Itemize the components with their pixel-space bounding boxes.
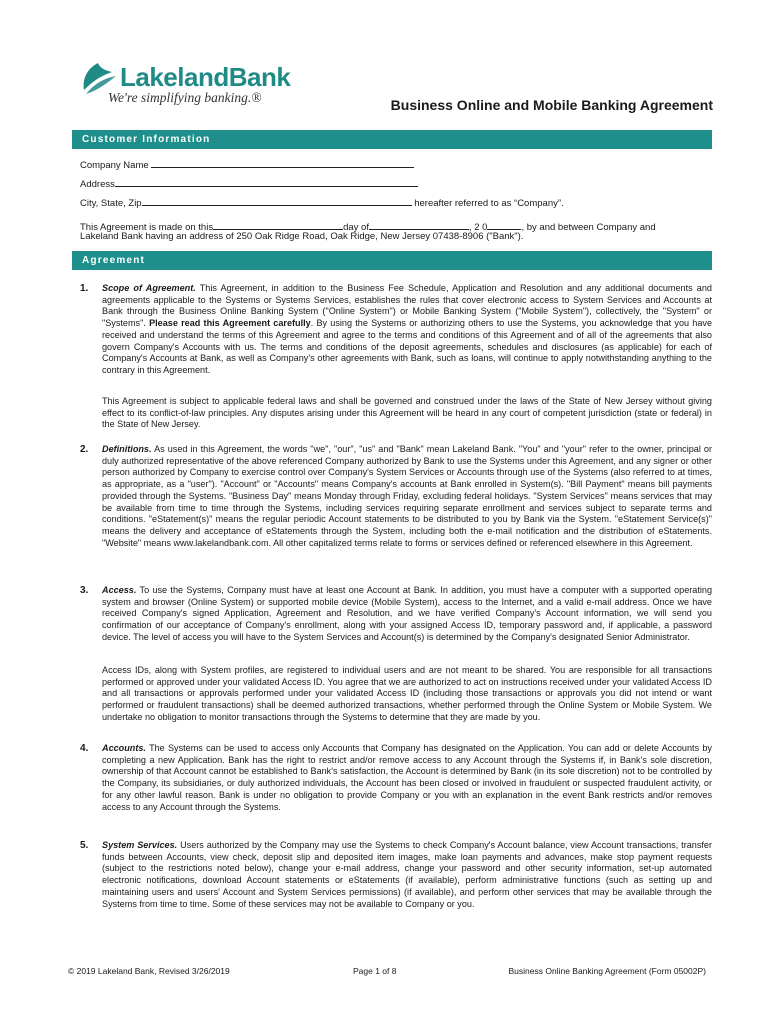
section-text: As used in this Agreement, the words "we", "our", "us" and "Bank" mean Lakeland Bank. "You" and "your" refer to the owner, principal or duly authorized representative of the above referenced Company authorized by Bank to use the Systems under this Agreement, and any signer or other person authorized by Company to exercise control over Company's System Services or Accounts through use of the Systems (also referred to at times, as appropriate, as a "user"). "Account" or "Accounts" means Company's accounts at Bank enrolled in System(s). "Bill Payment" means bill payments provided through the Systems. "Business Day" means Monday through Friday, excluding federal holidays. "System Services" means services that may be available from time to time through the Systems, including services requiring separate enrollment and services subject to separate terms and conditions. "eStatement(s)" means the regular periodic Account statements to be distributed to you by Bank via the System. "eStatement Service(s)" means the delivery and acceptance of eStatements through the System, including both the e-mail notification and the distribution of eStatements. "Website" means www.lakelandbank.com. All other capitalized terms relate to forms or services defined or referenced elsewhere in this Agreement. [102, 444, 712, 548]
section-scope-paragraph [102, 283, 712, 377]
brand-name: LakelandBank [120, 62, 291, 92]
section-number: 4. [80, 743, 89, 754]
section-heading: Definitions. [102, 444, 152, 454]
company-name-label: Company Name [80, 160, 149, 171]
section-number: 2. [80, 444, 89, 455]
bank-address-line: Lakeland Bank having an address of 250 Oak Ridge Road, Oak Ridge, New Jersey 07438-8906 ("Bank"). [80, 231, 524, 242]
section-number: 1. [80, 283, 89, 294]
address-field[interactable] [115, 176, 418, 187]
day-of-text: day of [343, 222, 369, 233]
year-prefix-text: , 2 0 [468, 222, 488, 233]
section-heading: Access. [102, 585, 137, 595]
section-number: 3. [80, 585, 89, 596]
footer-form-number: Business Online Banking Agreement (Form 05002P) [508, 966, 706, 976]
section-bold-text: Please read this Agreement carefully [149, 318, 311, 329]
address-label: Address [80, 179, 115, 190]
section-heading: Accounts. [102, 743, 146, 753]
company-name-row [80, 157, 414, 171]
hereafter-text: hereafter referred to as “Company”. [414, 198, 564, 209]
section-services-paragraph [102, 840, 712, 910]
agreement-made-text: This Agreement is made on this [80, 222, 214, 233]
section-access-paragraph [102, 585, 712, 644]
footer-copyright: © 2019 Lakeland Bank, Revised 3/26/2019 [68, 966, 230, 976]
company-name-field[interactable] [151, 157, 414, 168]
section-access-extra: Access IDs, along with System profiles, are registered to individual users and are not meant to be shared. You are responsible for all transactions performed or approved under your validated Access ID. You agree that we are authorized to act on instructions received under your validated Access ID and all transactions or approvals performed under your validated Access ID (including those transactions or approvals you did not intend or want performed or fraudulent transactions) shall be deemed authorized transactions, whether performed through the Online System or Mobile System. We undertake no obligation to monitor transactions through the Systems to determine that they are made by you. [102, 665, 712, 722]
section-accounts-paragraph [102, 743, 712, 813]
section-heading: Scope of Agreement. [102, 283, 196, 293]
customer-info-header: Customer Information [72, 130, 712, 149]
section-number: 5. [80, 840, 89, 851]
city-state-zip-row [80, 195, 564, 209]
city-state-zip-label: City, State, Zip [80, 198, 142, 209]
address-row [80, 176, 418, 190]
section-text: The Systems can be used to access only Accounts that Company has designated on the Application. You can add or delete Accounts by completing a new Application. Bank has the right to restrict and/or remove access to any Account through the Systems if, in Bank's sole discretion, ownership of that Account cannot be established to Bank's satisfaction, the Account is determined by Bank (in its sole discretion) not to be controlled by the Company, its subsidiaries, or duly authorized individuals, the Account has been closed or involved in fraudulent or suspected fraudulent activity, or for any other lawful reason. Bank is under no obligation to provide Company or you with an explanation in the event Bank restricts and/or removes access to any Account through the Systems. [102, 743, 712, 812]
section-text-cont: . By using the Systems or authorizing others to use the Systems, you acknowledge that you have received and understand the terms of this Agreement and agree to the terms and conditions of this Agreement and of all of the agreements that also govern Company's Accounts with us. The terms and conditions of the deposit agreements, schedules and disclosures (as applicable) for each of Company's Accounts at Bank, as well as Company's other agreements with Bank, such as loans, will continue to apply notwithstanding anything to the contrary in this Agreement. [102, 318, 712, 375]
month-field[interactable] [369, 219, 469, 230]
day-field[interactable] [213, 219, 343, 230]
section-text: To use the Systems, Company must have at least one Account at Bank. In addition, you must have a computer with a supported operating system and browser (Online System) or supported mobile device (Mobile System), access to the Internet, and a valid e-mail address. Once we have received Company's signed Application, Agreement and Resolution, and we have verified Company's Account information, we will send you confirmation of our acceptance of Company's enrollment, along with your assigned Access ID, temporary password and, if applicable, a password device. The level of access you will have to the System Services and Account(s) is determined by the Company's designated Senior Administrator. [102, 585, 712, 642]
footer-page-number: Page 1 of 8 [353, 966, 397, 976]
bank-logo [78, 60, 323, 112]
tagline: We're simplifying banking.® [108, 90, 262, 105]
city-state-zip-field[interactable] [142, 195, 412, 206]
section-scope-extra: This Agreement is subject to applicable federal laws and shall be governed and construed under the laws of the State of New Jersey without giving effect to its conflict-of-law principles. Any disputes arising under this Agreement will be heard in any court of competent jurisdiction (state or federal) in the State of New Jersey. [102, 396, 712, 430]
by-between-text: , by and between Company and [521, 222, 656, 233]
agreement-header: Agreement [72, 251, 712, 270]
section-text: This Agreement, in addition to the Business Fee Schedule, Application and Resolution and any additional documents and agreements applicable to the Systems or Systems Services, establishes the rules that cover electronic access to System Services and Accounts at Bank through the Business Online Banking System ("Online System") or Mobile Banking System ("Mobile System"), collectively, the "System" or "Systems". [102, 283, 712, 329]
document-title: Business Online and Mobile Banking Agreement [390, 97, 713, 113]
section-definitions-paragraph [102, 444, 712, 549]
section-text: Users authorized by the Company may use the Systems to check Company's Account balance, view Account transactions, transfer funds between Accounts, view check, deposit slip and deposited item images, make loan payments and advances, make stop payment requests (subject to the restrictions noted below), change your e-mail address, change your password and other security information, set-up automated electronic notifications, download Account statements or eStatements (if available), perform administrative functions (such as setting up and maintaining users and users' Account and System Services permissions) (if available), and perform other services that may be available through the Systems from time to time. Some of these services may not be available to Company or you. [102, 840, 712, 909]
year-field[interactable] [487, 219, 521, 230]
section-heading: System Services. [102, 840, 178, 850]
